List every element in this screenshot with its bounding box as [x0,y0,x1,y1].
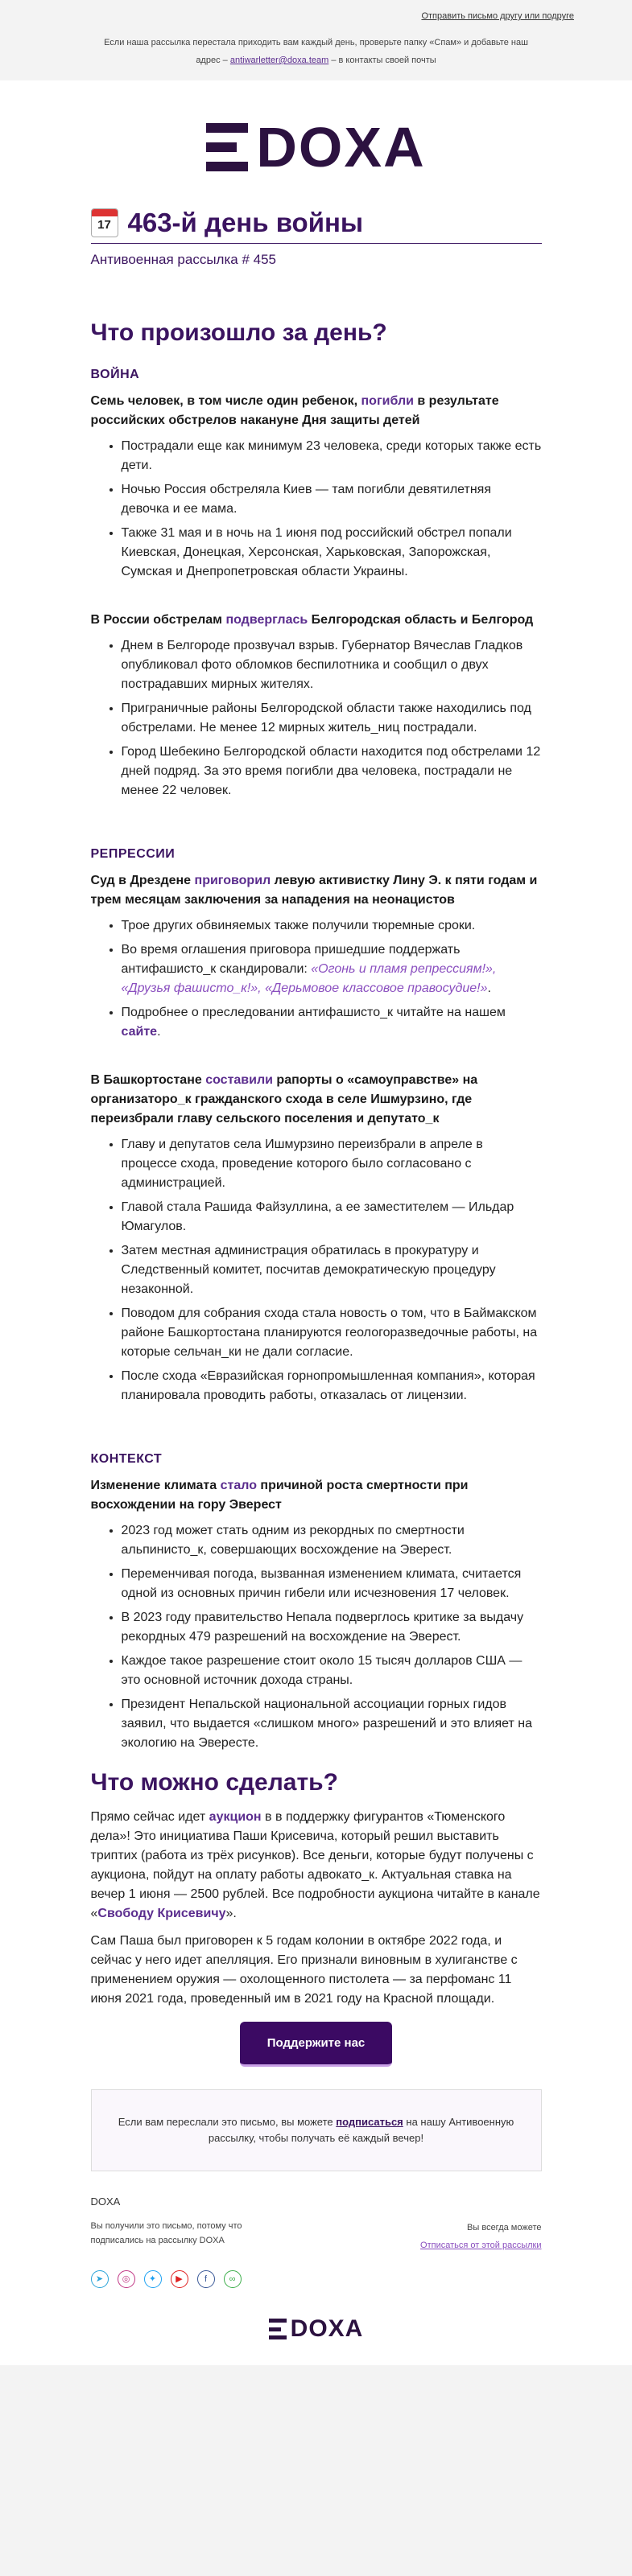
section-label: РЕПРЕССИИ [90,847,176,861]
top-bar [0,0,632,80]
spam-notice: Если наша рассылка перестала приходить вам каждый день, проверьте папку «Спам» и добавьте наш адрес – antiwarletter@doxa.team – в контакты своей почты [104,38,528,65]
footer-reason: Вы получили это письмо, потому что подписались на рассылку DOXA [90,2221,242,2245]
list-item: • Пострадали еще как минимум 23 человека, среди которых также есть дети. [122,437,542,475]
facebook-icon[interactable]: f [197,2270,215,2288]
footer-brand: DOXA [90,2195,121,2208]
subscribe-link[interactable]: подписаться [336,2116,403,2128]
list-item: • Главу и депутатов села Ишмурзино переизбрали в апреле в процессе схода, проведение которого было согласовано с администрацией. [122,1135,542,1193]
list-item: • После схода «Евразийская горнопромышленная компания», которая планировала проводить работы, отказалась от лицензии. [122,1367,542,1405]
list-item: • Днем в Белгороде прозвучал взрыв. Губернатор Вячеслав Гладков опубликовал фото обломков беспилотника и сообщил о двух пострадавших мирных жителях. [122,636,542,694]
list-item: • Приграничные районы Белгородской области также находились под обстрелами. Не менее 12 мирных житель_ниц пострадали. [122,699,542,738]
list-item: • Трое других обвиняемых также получили тюремные сроки. [122,916,542,936]
unsubscribe-link[interactable]: Отписаться от этой рассылки [420,2241,542,2250]
list-item: • Президент Непальской национальной ассоциации горных гидов заявил, что выдается «слишком много» разрешений и это влияет на экологию на Эвересте. [122,1695,542,1753]
calendar-icon: 17 [91,208,118,237]
section-heading-what-to-do: Что можно сделать? [90,1769,338,1796]
story-link[interactable]: приговорил [194,874,271,887]
story-link[interactable]: погибли [361,394,414,408]
story: В России обстрелам подверглась Белгородская область и Белгород • Днем в Белгороде прозвучал взрыв. Губернатор Вячеслав Гладков опубликовал фото обломков беспилотника и сообщил о двух пострадавших мирных жителях. • Приграничные районы Белгородской области также находились под обстрелами. Не менее 12 мирных житель_ниц пострадали. • Город Шебекино Белгородской области находится под обстрелами 12 дней подряд. За это время погибли два человека, пострадали не менее 22 человек. [91,611,542,800]
letter-body [0,80,632,2365]
story-link[interactable]: стало [220,1479,257,1492]
list-item: • Главой стала Рашида Файзуллина, а ее заместителем — Ильдар Юмагулов. [122,1198,542,1237]
story: Суд в Дрездене приговорил левую активистку Лину Э. к пяти годам и трем месяцам заключения за нападения на неонацистов • Трое других обвиняемых также получили тюремные сроки. • Во время оглашения приговора пришедшие поддержать антифашисто_к скандировали: «Огонь и пламя репрессиям!», «Друзья фашисто_к!», «Дерьмовое классовое правосудие!». • Подробнее о преследовании антифашисто_к читайте на нашем сайте. [91,871,542,1042]
list-item: • 2023 год может стать одним из рекордных по смертности альпинисто_к, совершающих восхождение на Эверест. [122,1521,542,1560]
section-label: ВОЙНА [90,368,140,381]
action-paragraph: Прямо сейчас идет аукцион в в поддержку фигурантов «Тюменского дела»! Это инициатива Паши Крисевича, который решил выставить триптих (работа из трёх рисунков). Все деньги, которые будут получены с аукциона, пойдут на оплату работы адвокато_к. Актуальная ставка на вечер 1 июня — 2500 рублей. Все подробности аукциона читайте в канале «Свободу Крисевичу». [90,1810,540,1920]
email-link[interactable]: antiwarletter@doxa.team [229,56,329,65]
footer-right: Вы всегда можете Отписаться от этой рассылки [420,2219,541,2254]
list-item: • Во время оглашения приговора пришедшие поддержать антифашисто_к скандировали: «Огонь и пламя репрессиям!», «Друзья фашисто_к!», «Дерьмовое классовое правосудие!». [122,940,542,998]
doxa-logo-mark [206,123,248,171]
doxa-logo-footer: DOXA [91,2317,542,2341]
list-item: • В 2023 году правительство Непала подверглось критике за выдачу рекордных 479 разрешений на восхождение на Эверест. [122,1608,542,1647]
section-war [91,368,542,800]
channel-link[interactable]: Свободу Крисевичу [97,1907,226,1920]
forward-link[interactable]: Отправить письмо другу или подруге [421,11,574,21]
site-link[interactable]: сайте [121,1025,158,1039]
twitter-icon[interactable]: ✦ [144,2270,162,2288]
subscribe-box: Если вам переслали это письмо, вы можете подписаться на нашу Антивоенную рассылку, чтобы получать её каждый вечер! [91,2089,542,2171]
doxa-logo-mark [269,2319,287,2339]
action-paragraph: Сам Паша был приговорен к 5 годам колонии в октябре 2022 года, и сейчас у него идет апелляция. Его признали виновным в хулиганстве с применением оружия — охолощенного пистолета — за перфоманс 11 июня 2021 года, проведенный им в 2021 году на Красной площади. [90,1934,518,2006]
list-item: • Поводом для собрания схода стала новость о том, что в Баймакском районе Башкортостана планируются геологоразведочные работы, на которые сельчан_ки не дали согласие. [122,1304,542,1362]
list-item: • Город Шебекино Белгородской области находится под обстрелами 12 дней подряд. За это время погибли два человека, пострадали не менее 22 человек. [122,743,542,800]
doxa-logo: DOXA [0,80,632,208]
list-item: • Переменчивая погода, вызванная изменением климата, считается одной из основных причин гибели или исчезновения 17 человек. [122,1565,542,1603]
story: В Башкортостане составили рапорты о «самоуправстве» на организаторо_к гражданского схода в селе Ишмурзино, где переизбрали главу сельского поселения и депутато_к • Главу и депутатов села Ишмурзино переизбрали в апреле в процессе схода, проведение которого было согласовано с администрацией. • Главой стала Рашида Файзуллина, а ее заместителем — Ильдар Юмагулов. • Затем местная администрация обратилась в прокуратуру и Следственный комитет, посчитав демократическую процедуру незаконной. • Поводом для собрания схода стала новость о том, что в Баймакском районе Башкортостана планируются геологоразведочные работы, на которые сельчан_ки не дали согласие. • После схода «Евразийская горнопромышленная компания», которая планировала проводить работы, отказалась от лицензии. [91,1071,542,1405]
footer [91,2171,542,2341]
social-links [91,2270,542,2288]
list-item: • Каждое такое разрешение стоит около 15 тысяч долларов США — это основной источник дохода страны. [122,1652,542,1690]
list-item: • Затем местная администрация обратилась в прокуратуру и Следственный комитет, посчитав демократическую процедуру незаконной. [122,1241,542,1299]
issue-title: 17 463-й день войны [91,208,542,244]
instagram-icon[interactable]: ◎ [118,2270,135,2288]
link-icon[interactable]: ∞ [224,2270,242,2288]
section-heading-what-happened: Что произошло за день? [90,319,387,346]
list-item: • Ночью Россия обстреляла Киев — там погибли девятилетняя девочка и ее мама. [122,480,542,519]
story-link[interactable]: подверглась [225,613,308,627]
telegram-icon[interactable]: ➤ [91,2270,109,2288]
story: Семь человек, в том числе один ребенок, погибли в результате российских обстрелов накануне Дня защиты детей • Пострадали еще как минимум 23 человека, среди которых также есть дети. • Ночью Россия обстреляла Киев — там погибли девятилетняя девочка и ее мама. • Также 31 мая и в ночь на 1 июня под российский обстрел попали Киевская, Донецкая, Херсонская, Харьковская, Запорожская, Сумская и Днепропетровская области Украины. [91,392,542,582]
list-item: • Подробнее о преследовании антифашисто_к читайте на нашем сайте. [122,1003,542,1042]
youtube-icon[interactable]: ▶ [171,2270,188,2288]
support-button[interactable]: Поддержите нас [240,2022,393,2067]
story-link[interactable]: составили [205,1073,273,1087]
auction-link[interactable]: аукцион [209,1810,262,1824]
section-repressions [91,847,542,1405]
section-context [91,1452,542,1753]
issue-subtitle: Антивоенная рассылка # 455 [90,252,276,267]
story: Изменение климата стало причиной роста смертности при восхождении на гору Эверест • 2023 год может стать одним из рекордных по смертности альпинисто_к, совершающих восхождение на Эверест. • Переменчивая погода, вызванная изменением климата, считается одной из основных причин гибели или исчезновения 17 человек. • В 2023 году правительство Непала подверглось критике за выдачу рекордных 479 разрешений на восхождение на Эверест. • Каждое такое разрешение стоит около 15 тысяч долларов США — это основной источник дохода страны. • Президент Непальской национальной ассоциации горных гидов заявил, что выдается «слишком много» разрешений и это влияет на экологию на Эвересте. [91,1476,542,1753]
list-item: • Также 31 мая и в ночь на 1 июня под российский обстрел попали Киевская, Донецкая, Херсонская, Харьковская, Запорожская, Сумская и Днепропетровская области Украины. [122,524,542,582]
section-label: КОНТЕКСТ [90,1452,163,1466]
